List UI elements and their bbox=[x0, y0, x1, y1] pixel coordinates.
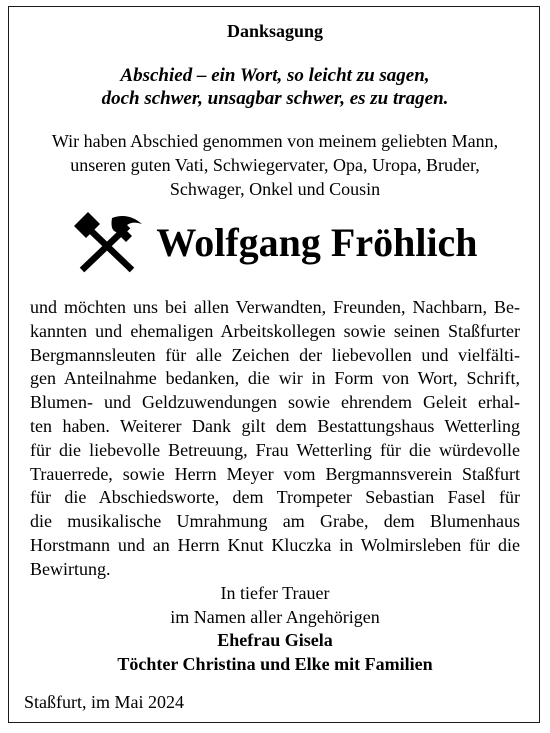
intro-line: Wir haben Abschied genommen von meinem geliebten Mann, bbox=[51, 131, 499, 151]
paragraph-line: für die Abschiedsworte, dem Trompeter Sebastian Fasel für bbox=[30, 487, 520, 508]
intro-line: unseren guten Vati, Schwiegervater, Opa, Uropa, Bruder, bbox=[70, 155, 480, 175]
paragraph-line: kannten und ehemaligen Arbeitskollegen sowie seinen Staßfurter bbox=[30, 320, 520, 341]
paragraph-line: Trauerrede, sowie Herrn Meyer vom Bergmannsverein Staßfurt bbox=[30, 463, 520, 484]
paragraph-line: für die liebevolle Betreuung, Frau Wetterling für die würdevolle bbox=[30, 439, 520, 460]
notice-title: Danksagung bbox=[226, 21, 324, 41]
place-date: Staßfurt, im Mai 2024 bbox=[24, 692, 184, 712]
mourner-name: Töchter Christina und Elke mit Familien bbox=[117, 653, 433, 674]
hammer-and-pick-icon bbox=[72, 212, 142, 274]
paragraph-line: ten haben. Weiterer Dank gilt dem Bestattungshaus Wetterling bbox=[30, 415, 520, 436]
mourner-name: Ehefrau Gisela bbox=[217, 630, 333, 650]
paragraph-line: Horstmann und an Herrn Knut Kluczka in Wolmirsleben für die bbox=[30, 534, 520, 555]
thanks-paragraph bbox=[30, 296, 520, 582]
motto-line: Abschied – ein Wort, so leicht zu sagen, bbox=[120, 65, 430, 86]
paragraph-line: und möchten uns bei allen Verwandten, Freunden, Nachbarn, Be- bbox=[30, 297, 520, 317]
deceased-name: Wolfgang Fröhlich bbox=[156, 220, 478, 265]
paragraph-line: gen Anteilnahme bedanken, die wir in Form von Wort, Schrift, bbox=[30, 368, 520, 389]
paragraph-line: Bergmannsleuten für alle Zeichen der liebevollen und vielfälti- bbox=[30, 344, 520, 365]
deceased-name-row bbox=[0, 208, 550, 278]
intro-text bbox=[0, 129, 550, 201]
closing-line: In tiefer Trauer bbox=[220, 583, 330, 603]
paragraph-line: die musikalische Umrahmung am Grabe, dem Blumenhaus bbox=[30, 511, 520, 532]
motto-line: doch schwer, unsagbar schwer, es zu tragen. bbox=[101, 88, 449, 109]
motto-verse bbox=[0, 64, 550, 110]
paragraph-line: Blumen- und Geldzuwendungen sowie ehrendem Geleit erhal- bbox=[30, 392, 520, 413]
closing-line: im Namen aller Angehörigen bbox=[170, 606, 380, 627]
intro-line: Schwager, Onkel und Cousin bbox=[169, 179, 381, 199]
closing-signature bbox=[0, 582, 550, 676]
paragraph-line: Bewirtung. bbox=[30, 558, 111, 579]
